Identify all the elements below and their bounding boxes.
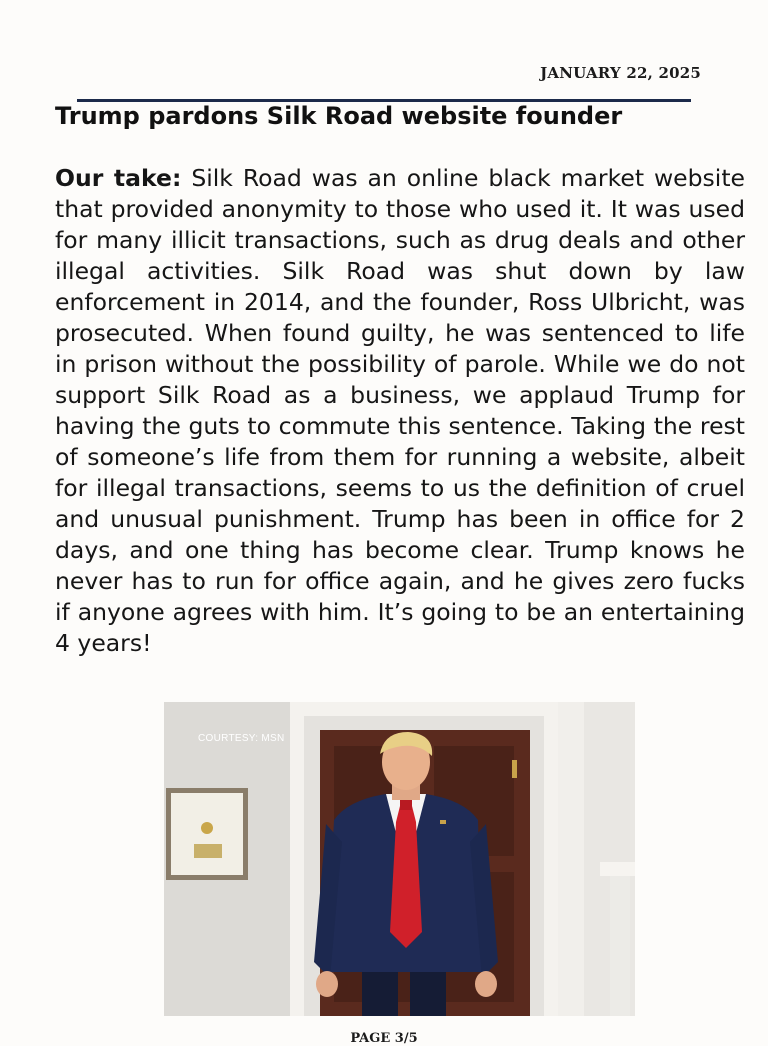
- issue-date: JANUARY 22, 2025: [540, 64, 701, 82]
- article-lead-label: Our take:: [55, 164, 182, 192]
- photo-credit: COURTESY: MSN: [198, 733, 285, 744]
- page-number: PAGE 3/5: [350, 1031, 418, 1046]
- article-photo: [164, 702, 635, 1016]
- article-headline: Trump pardons Silk Road website founder: [55, 102, 623, 130]
- article-body: [55, 163, 745, 659]
- article-text: Silk Road was an online black market website that provided anonymity to those who used it. It was used for many illicit transactions, such as drug deals and other illegal activities. Silk Road was shut down by law enforcement in 2014, and the founder, Ross Ulbricht, was prosecuted. When found guilty, he was sentenced to life in prison without the possibility of parole. While we do not support Silk Road as a business, we applaud Trump for having the guts to commute this sentence. Taking the rest of someone’s life from them for running a website, albeit for illegal transactions, seems to us the definition of cruel and unusual punishment. Trump has been in office for 2 days, and one thing has become clear. Trump knows he never has to run for office again, and he gives zero fucks if anyone agrees with him. It’s going to be an entertaining 4 years!: [55, 164, 746, 657]
- photo-illustration: [164, 702, 635, 1016]
